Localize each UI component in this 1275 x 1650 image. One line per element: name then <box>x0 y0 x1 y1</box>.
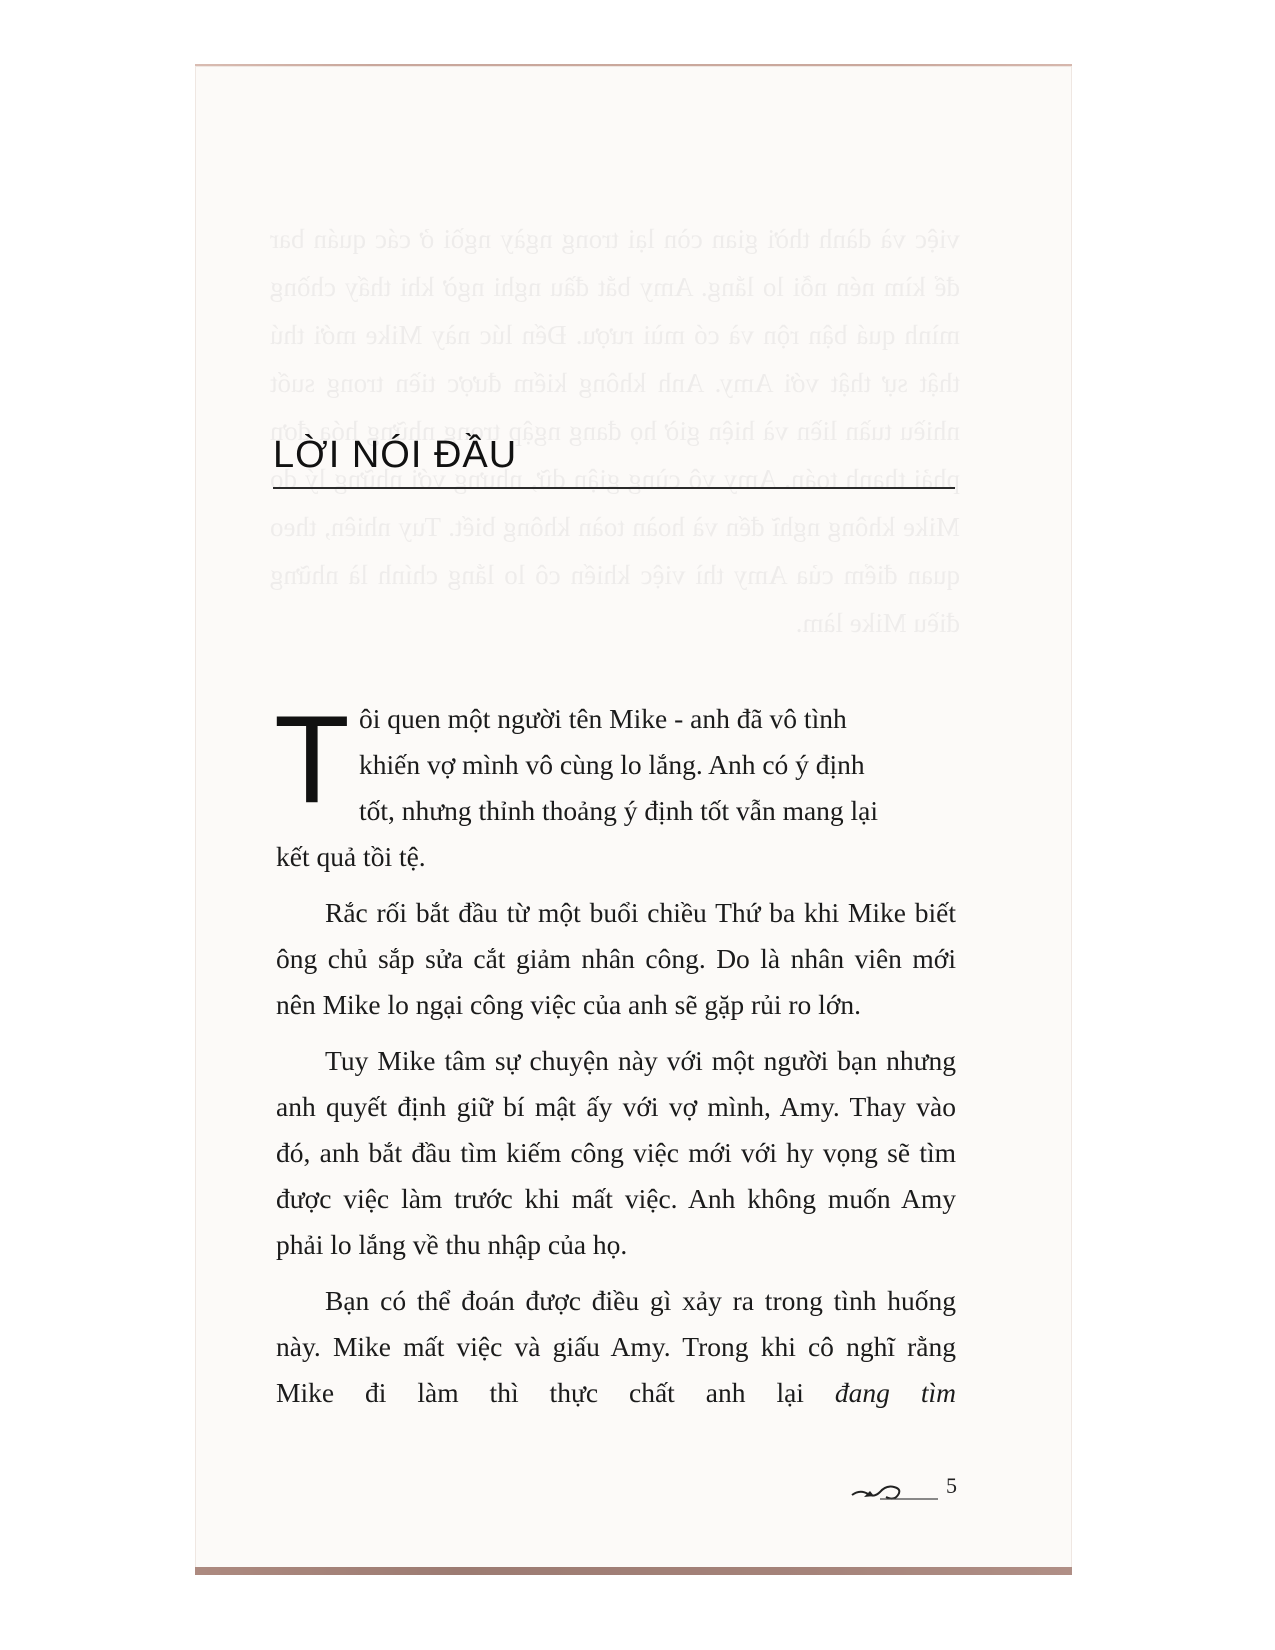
bird-flourish-icon <box>850 1475 940 1505</box>
drop-cap: T <box>274 691 350 829</box>
page-number: 5 <box>946 1473 957 1498</box>
paragraph-text: Bạn có thể đoán được điều gì xảy ra trong tình huống này. Mike mất việc và giấu Amy. Trong khi cô nghĩ rằng Mike đi làm thì thực chất anh lại <box>276 1285 956 1408</box>
italic-text: đang tìm <box>834 1377 957 1408</box>
paragraph: Tuy Mike tâm sự chuyện này với một người bạn nhưng anh quyết định giữ bí mật ấy với vợ mình, Amy. Thay vào đó, anh bắt đầu tìm kiếm công việc mới với hy vọng sẽ tìm được việc làm trước khi mất việc. Anh không muốn Amy phải lo lắng về thu nhập của họ. <box>276 1045 956 1260</box>
opening-line-2: khiến vợ mình vô cùng lo lắng. Anh có ý định <box>359 749 865 780</box>
page-edge-bottom <box>195 1567 1072 1575</box>
opening-tail: kết quả tồi tệ. <box>276 841 426 872</box>
chapter-title: LỜI NÓI ĐẦU <box>273 434 518 476</box>
opening-line-3: tốt, nhưng thỉnh thoảng ý định tốt vẫn mang lại <box>359 795 879 826</box>
page-footer <box>850 1475 960 1505</box>
opening-line-1: ôi quen một người tên Mike - anh đã vô tình <box>359 703 847 734</box>
body-text <box>274 691 957 1416</box>
paragraph: Rắc rối bắt đầu từ một buổi chiều Thứ ba khi Mike biết ông chủ sắp sửa cắt giảm nhân công. Do là nhân viên mới nên Mike lo ngại công việc của anh sẽ gặp rủi ro lớn. <box>276 897 956 1020</box>
opening-paragraph <box>274 691 956 834</box>
paragraph <box>276 1278 956 1416</box>
title-rule <box>273 487 955 489</box>
